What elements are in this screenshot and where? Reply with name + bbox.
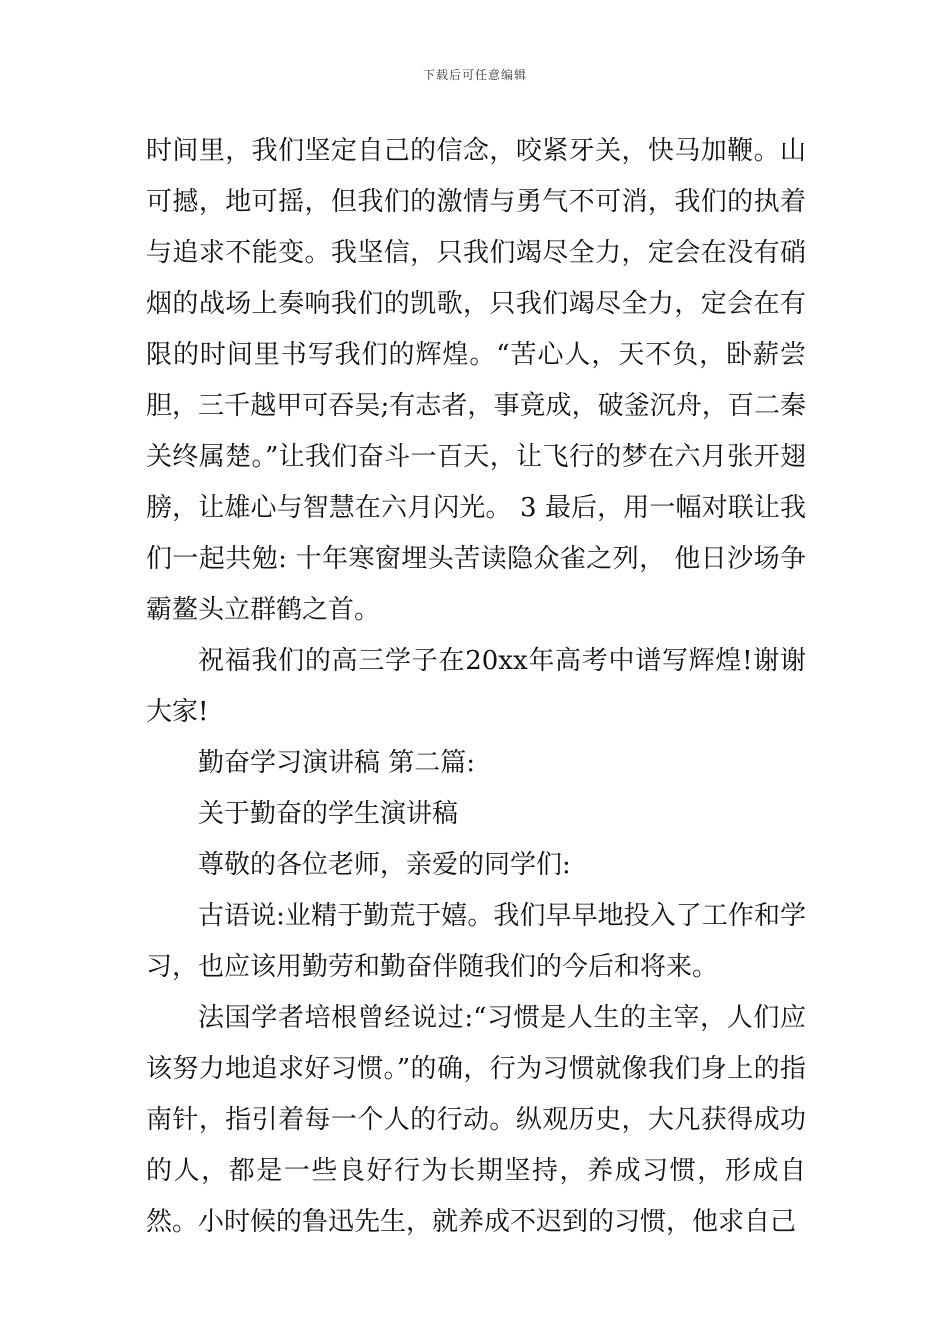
paragraph-proverb: 古语说:业精于勤荒于嬉。我们早早地投入了工作和学习，也应该用勤劳和勤奋伴随我们的今后和将来。 bbox=[146, 901, 806, 982]
speech-title: 关于勤奋的学生演讲稿 bbox=[198, 799, 459, 829]
paragraph-blessing: 祝福我们的高三学子在20xx年高考中谱写辉煌!谢谢大家! bbox=[146, 646, 806, 727]
page-header: 下载后可任意编辑 bbox=[422, 68, 527, 82]
salutation: 尊敬的各位老师，亲爱的同学们: bbox=[198, 850, 571, 880]
paragraph-continued: 时间里，我们坚定自己的信念，咬紧牙关，快马加鞭。山可撼，地可摇，但我们的激情与勇气不可消，我们的执着与追求不能变。我坚信，只我们竭尽全力，定会在没有硝烟的战场上奏响我们的凯歌，只我们竭尽全力，定会在有限的时间里书写我们的辉煌。“苦心人，天不负，卧薪尝胆，三千越甲可吞吴;有志者，事竟成，破釜沉舟，百二秦关终属楚。”让我们奋斗一百天，让飞行的梦在六月张开翅膀，让雄心与智慧在六月闪光。 3 最后，用一幅对联让我们一起共勉: 十年寒窗埋头苦读隐众雀之列， 他日沙场争霸鳌头立群鹤之首。 bbox=[146, 136, 806, 625]
section-heading: 勤奋学习演讲稿 第二篇: bbox=[198, 748, 476, 778]
paragraph-bacon: 法国学者培根曾经说过:“习惯是人生的主宰，人们应该努力地追求好习惯。”的确，行为习惯就像我们身上的指南针，指引着每一个人的行动。纵观历史，大凡获得成功的人，都是一些良好行为长期坚持，养成习惯，形成自然。小时候的鲁迅先生，就养成不迟到的习惯，他求自己 bbox=[146, 1003, 806, 1237]
document-body bbox=[146, 126, 806, 1248]
